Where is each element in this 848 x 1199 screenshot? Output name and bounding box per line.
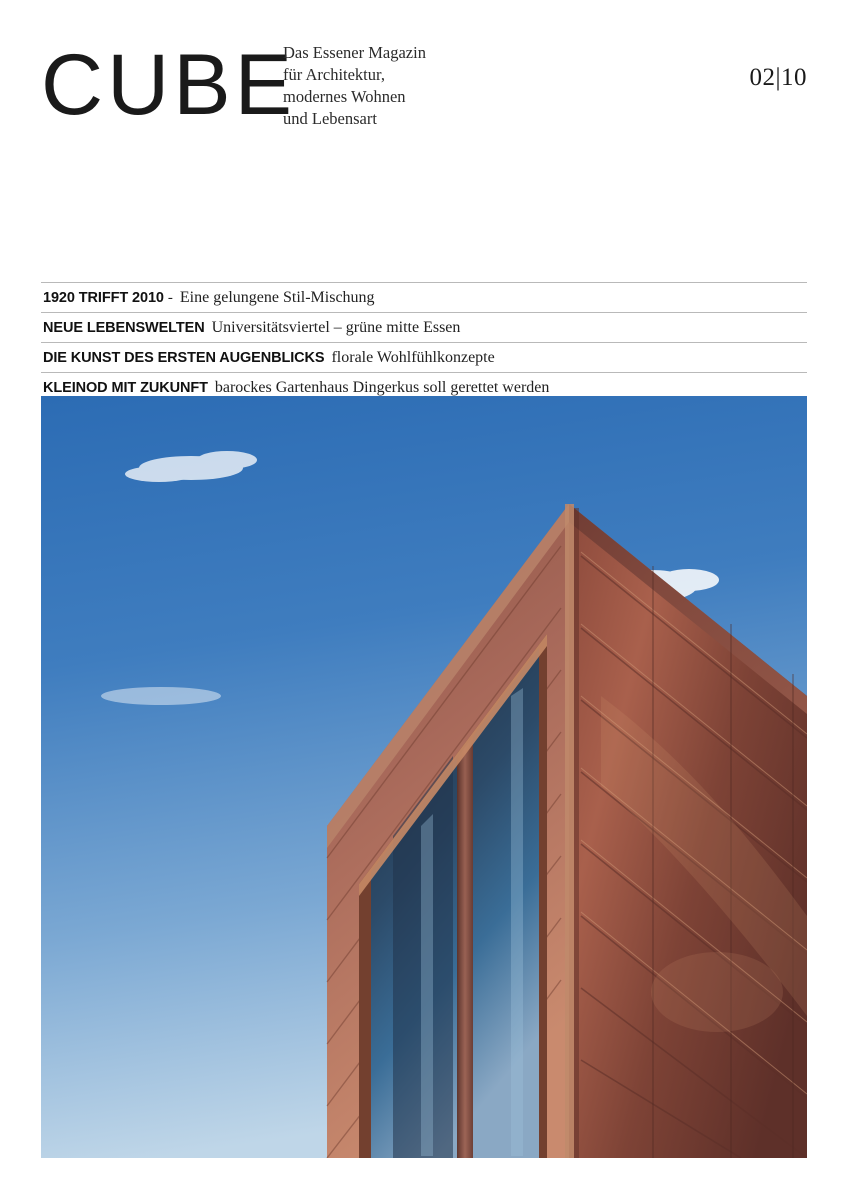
headline-row (41, 312, 807, 342)
headline-text: Universitätsviertel – grüne mitte Essen (211, 319, 461, 336)
cover-photo (41, 396, 807, 1158)
headline-text: barockes Gartenhaus Dingerkus soll gerettet werden (214, 379, 550, 396)
headline-row (41, 282, 807, 312)
issue-number: 02|10 (749, 64, 807, 91)
headline-row (41, 342, 807, 372)
masthead-tagline (283, 42, 503, 130)
headline-key: NEUE LEBENSWELTEN (43, 320, 205, 336)
headline-key: 1920 TRIFFT 2010 (43, 290, 164, 306)
headline-separator: - (167, 290, 173, 306)
headline-text: florale Wohlfühlkonzepte (331, 349, 495, 366)
headline-text: Eine gelungene Stil-Mischung (179, 289, 375, 306)
magazine-logo: CUBE (41, 37, 296, 133)
headline-list (41, 282, 807, 403)
tagline-line-4: und Lebensart (283, 108, 377, 128)
tagline-line-1: Das Essener Magazin (283, 43, 426, 62)
headline-key: KLEINOD MIT ZUKUNFT (43, 380, 208, 396)
masthead (41, 28, 807, 138)
headline-key: DIE KUNST DES ERSTEN AUGENBLICKS (43, 350, 325, 366)
tagline-line-3: modernes Wohnen (283, 86, 406, 106)
cover-photo-image (41, 396, 807, 1158)
tagline-line-2: für Architektur, (283, 64, 385, 84)
